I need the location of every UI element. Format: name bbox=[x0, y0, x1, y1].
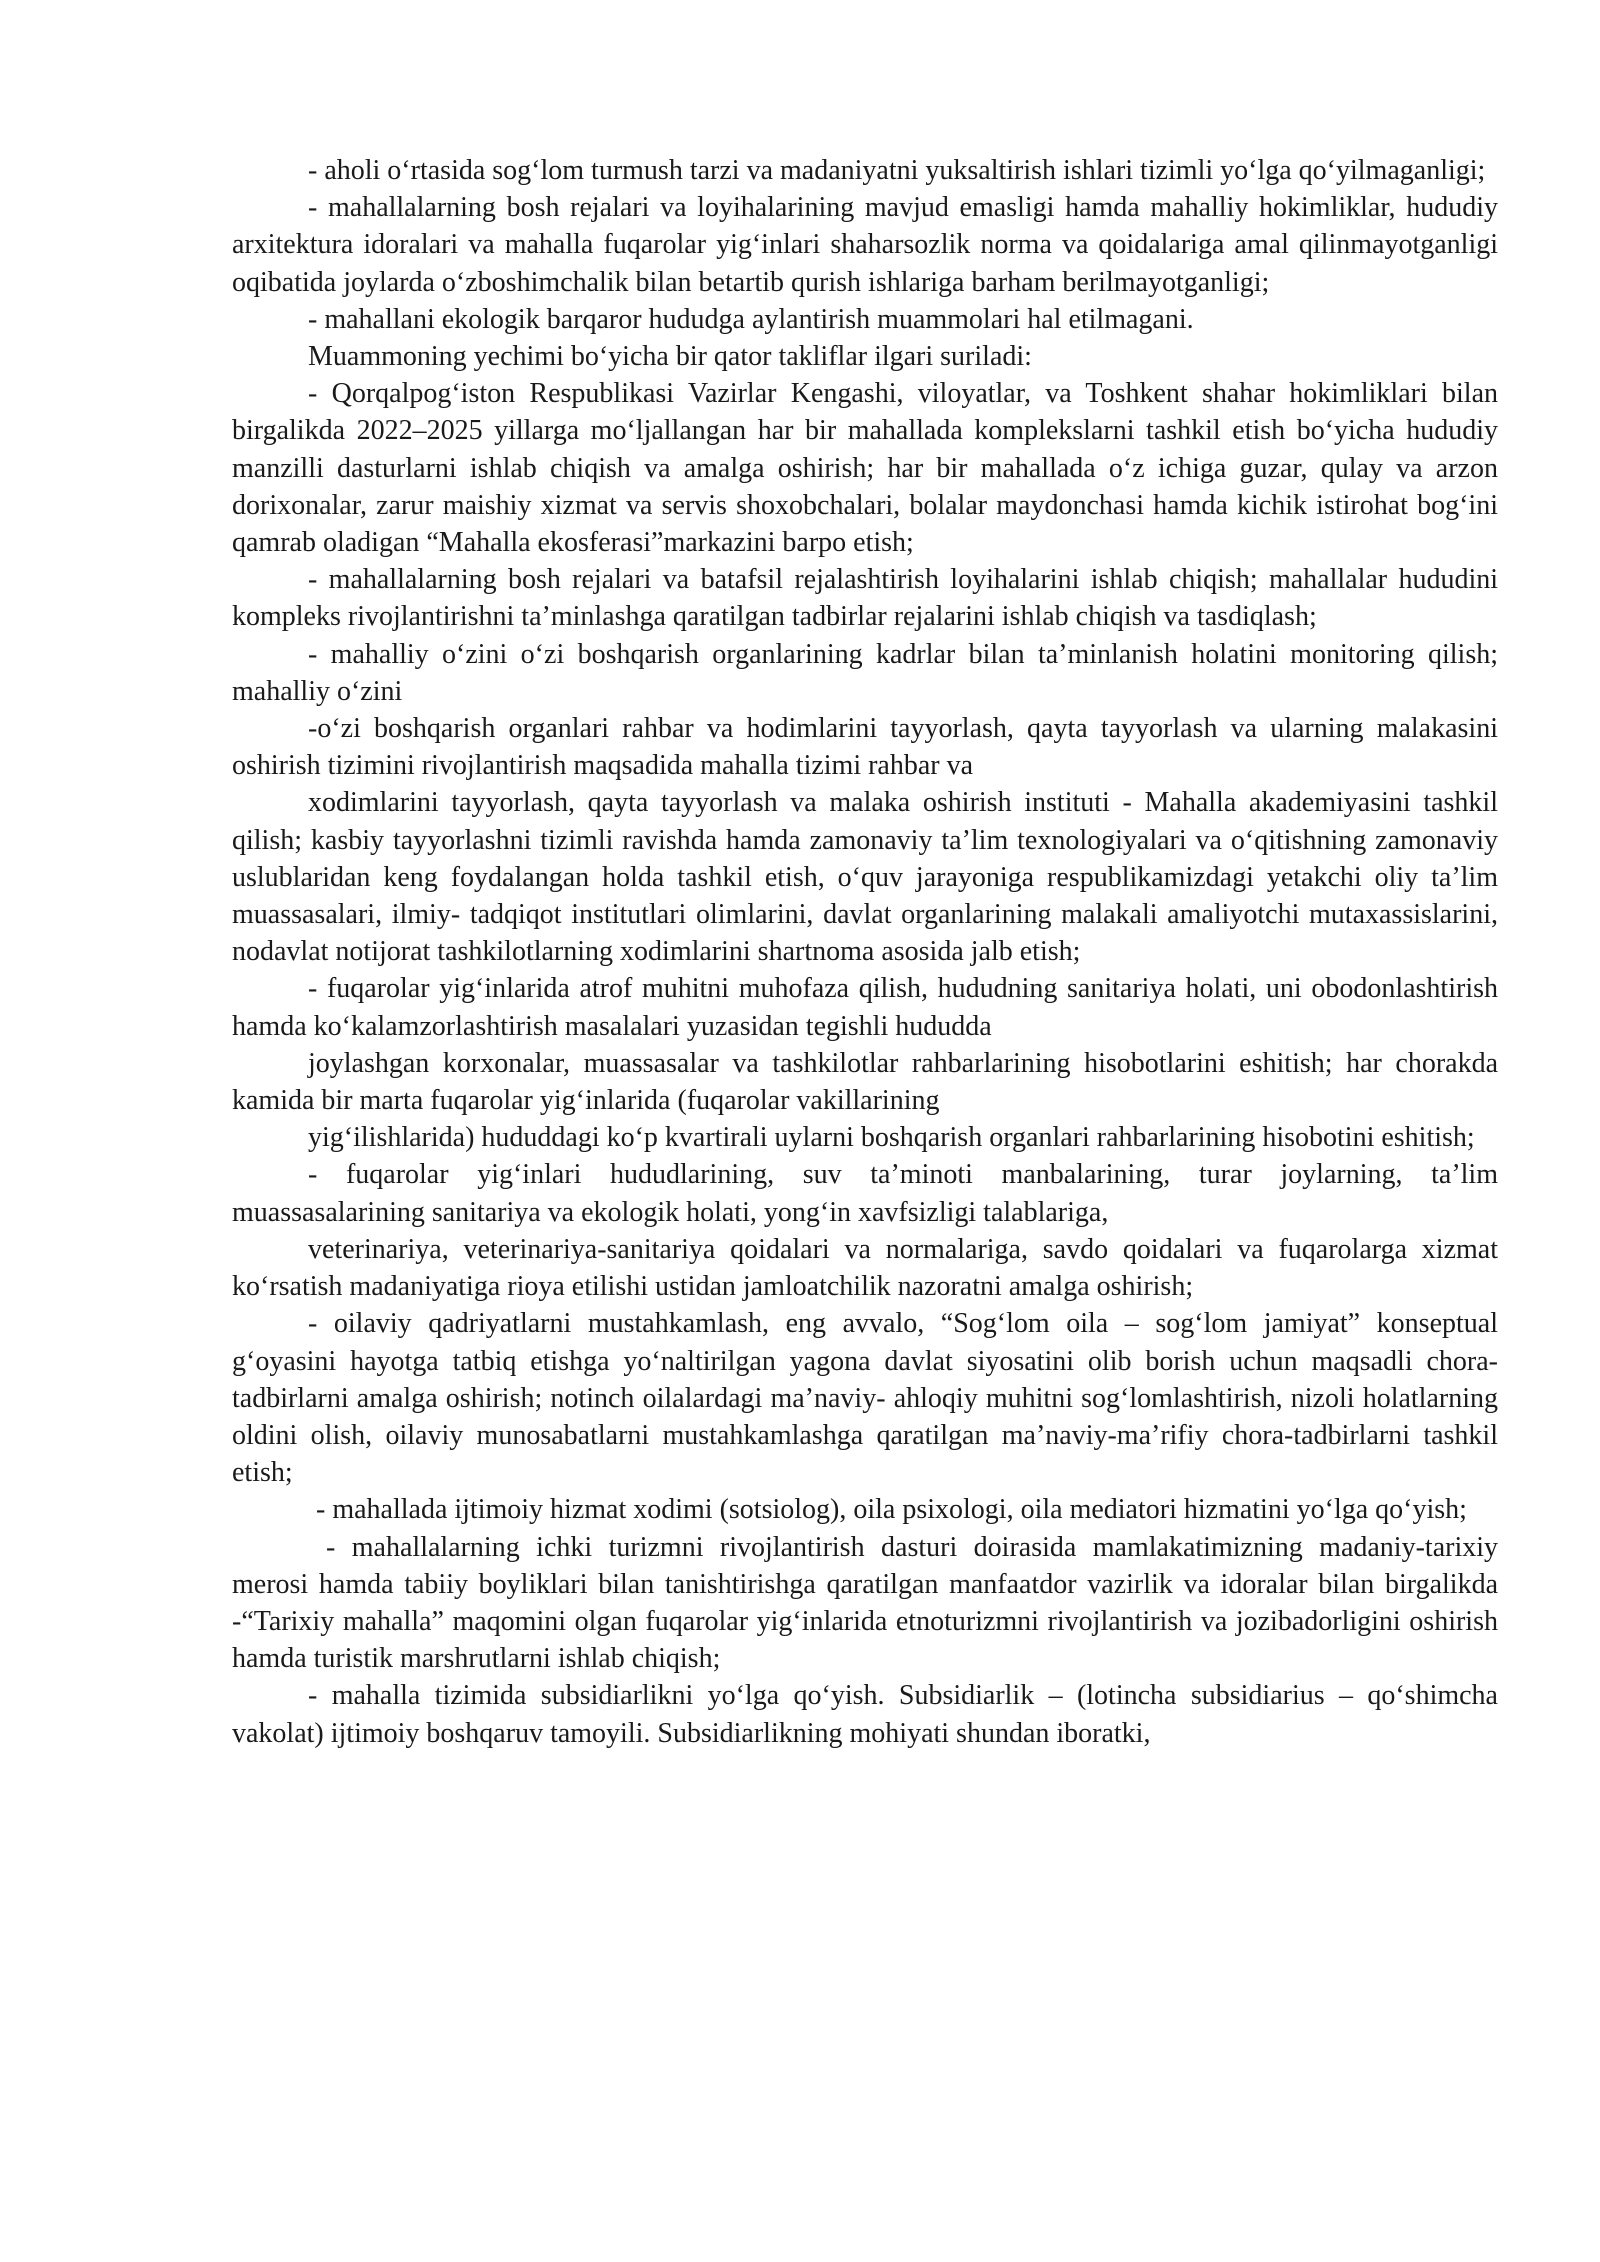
paragraph-5: - Qorqalpogʻiston Respublikasi Vazirlar Kengashi, viloyatlar, va Toshkent shahar hokimliklari bilan birgalikda 2022–2025 yillarga moʻljallangan har bir mahallada komplekslarni tashkil etish boʻyicha hududiy manzilli dasturlarni ishlab chiqish va amalga oshirish; har bir mahallada oʻz ichiga guzar, qulay va arzon dorixonalar, zarur maishiy xizmat va servis shoxobchalari, bolalar maydonchasi hamda kichik istirohat bogʻini qamrab oladigan “Mahalla ekosferasi”markazini barpo etish; bbox=[232, 378, 1498, 559]
paragraph-3: - mahallani ekologik barqaror hududga aylantirish muammolari hal etilmagani. bbox=[308, 303, 1194, 335]
paragraph-7: - mahalliy oʻzini oʻzi boshqarish organlarining kadrlar bilan taʼminlanish holatini monitoring qilish; mahalliy oʻzini bbox=[232, 638, 1498, 707]
paragraph-8: -oʻzi boshqarish organlari rahbar va hodimlarini tayyorlash, qayta tayyorlash va ularning malakasini oshirish tizimini rivojlantirish maqsadida mahalla tizimi rahbar va bbox=[232, 713, 1498, 782]
paragraph-9: xodimlarini tayyorlash, qayta tayyorlash va malaka oshirish instituti - Mahalla akademiyasini tashkil qilish; kasbiy tayyorlashni tizimli ravishda hamda zamonaviy taʼlim texnologiyalari va oʻqitishning zamonaviy uslublaridan keng foydalangan holda tashkil etish, oʻquv jarayoniga respublikamizdagi yetakchi oliy taʼlim muassasalari, ilmiy- tadqiqot institutlari olimlarini, davlat organlarining malakali amaliyotchi mutaxassislarini, nodavlat notijorat tashkilotlarning xodimlarini shartnoma asosida jalb etish; bbox=[232, 787, 1498, 968]
paragraph-13: - fuqarolar yigʻinlari hududlarining, suv taʼminoti manbalarining, turar joylarning, taʼlim muassasalarining sanitariya va ekologik holati, yongʻin xavfsizligi talablariga, bbox=[232, 1159, 1498, 1228]
paragraph-4: Muammoning yechimi boʻyicha bir qator takliflar ilgari suriladi: bbox=[308, 341, 1032, 373]
document-page bbox=[232, 152, 1498, 1752]
paragraph-1: - aholi oʻrtasida sogʻlom turmush tarzi va madaniyatni yuksaltirish ishlari tizimli yoʻlga qoʻyilmaganligi; bbox=[308, 155, 1486, 186]
paragraph-16: - mahallada ijtimoiy hizmat xodimi (sotsiolog), oila psixologi, oila mediatori hizmatini yoʻlga qoʻyish; bbox=[316, 1494, 1467, 1526]
paragraph-12: yigʻilishlarida) hududdagi koʻp kvartirali uylarni boshqarish organlari rahbarlarining hisobotini eshitish; bbox=[308, 1122, 1475, 1154]
paragraph-6: - mahallalarning bosh rejalari va batafsil rejalashtirish loyihalarini ishlab chiqish; mahallalar hududini kompleks rivojlantirishni taʼminlashga qaratilgan tadbirlar rejalarini ishlab chiqish va tasdiqlash; bbox=[232, 564, 1498, 633]
paragraph-10: - fuqarolar yigʻinlarida atrof muhitni muhofaza qilish, hududning sanitariya holati, uni obodonlashtirish hamda koʻkalamzorlashtirish masalalari yuzasidan tegishli hududda bbox=[232, 973, 1498, 1042]
paragraph-11: joylashgan korxonalar, muassasalar va tashkilotlar rahbarlarining hisobotlarini eshitish; har chorakda kamida bir marta fuqarolar yigʻinlarida (fuqarolar vakillarining bbox=[232, 1047, 1498, 1117]
paragraph-2: - mahallalarning bosh rejalari va loyihalarining mavjud emasligi hamda mahalliy hokimliklar, hududiy arxitektura idoralari va mahalla fuqarolar yigʻinlari shaharsozlik norma va qoidalariga amal qilinmayotganligi oqibatida joylarda oʻzboshimchalik bilan betartib qurish ishlariga barham berilmayotganligi; bbox=[232, 192, 1498, 298]
paragraph-15: - oilaviy qadriyatlarni mustahkamlash, eng avvalo, “Sogʻlom oila – sogʻlom jamiyat” konseptual gʻoyasini hayotga tatbiq etishga yoʻnaltirilgan yagona davlat siyosatini olib borish uchun maqsadli chora-tadbirlarni amalga oshirish; notinch oilalardagi maʼnaviy- ahloqiy muhitni sogʻlomlashtirish, nizoli holatlarning oldini olish, oilaviy munosabatlarni mustahkamlashga qaratilgan maʼnaviy-maʼrifiy chora-tadbirlarni tashkil etish; bbox=[232, 1308, 1498, 1489]
paragraph-18: - mahalla tizimida subsidiarlikni yoʻlga qoʻyish. Subsidiarlik – (lotincha subsidiarius – qoʻshimcha vakolat) ijtimoiy boshqaruv tamoyili. Subsidiarlikning mohiyati shundan iboratki, bbox=[232, 1680, 1498, 1749]
paragraph-14: veterinariya, veterinariya-sanitariya qoidalari va normalariga, savdo qoidalari va fuqarolarga xizmat koʻrsatish madaniyatiga rioya etilishi ustidan jamloatchilik nazoratni amalga oshirish; bbox=[232, 1233, 1498, 1303]
paragraph-17: - mahallalarning ichki turizmni rivojlantirish dasturi doirasida mamlakatimizning madaniy-tarixiy merosi hamda tabiiy boyliklari bilan tanishtirishga qaratilgan manfaatdor vazirlik va idoralar bilan birgalikda -“Tarixiy mahalla” maqomini olgan fuqarolar yigʻinlarida etnoturizmni rivojlantirish va jozibadorligini oshirish hamda turistik marshrutlarni ishlab chiqish; bbox=[232, 1531, 1498, 1675]
